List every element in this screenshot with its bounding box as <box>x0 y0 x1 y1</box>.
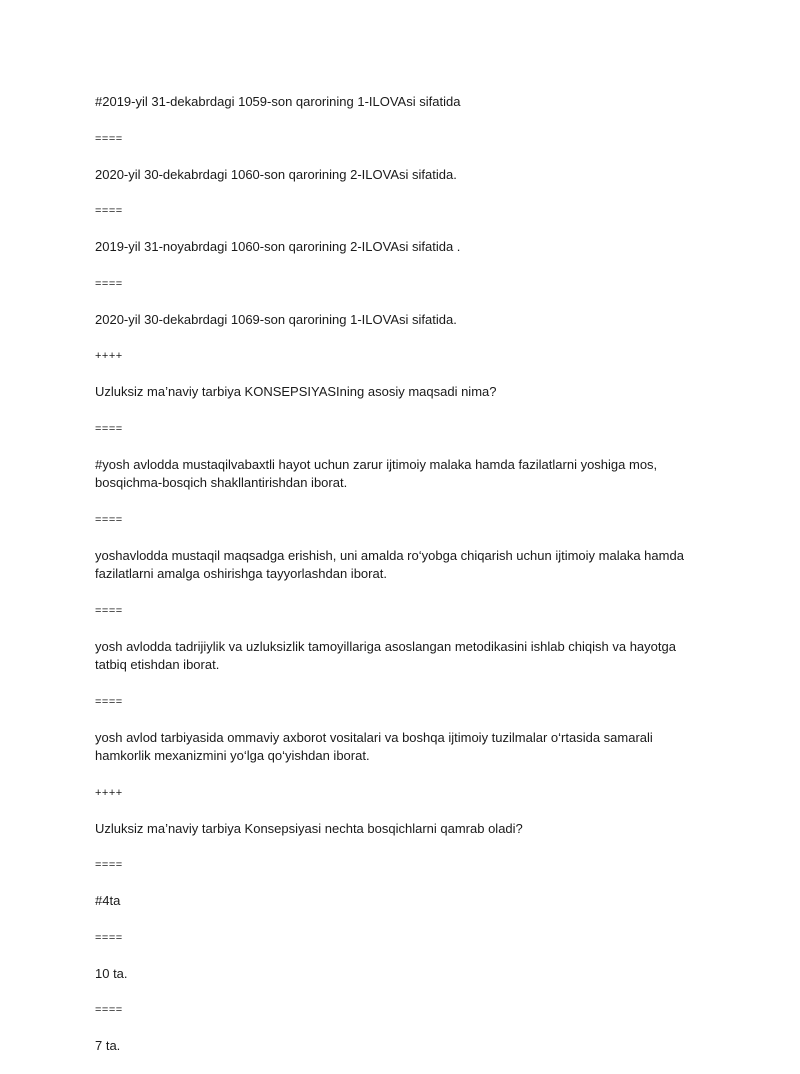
separator: ==== <box>95 859 123 871</box>
separator: ==== <box>95 931 123 944</box>
answer-option: 7 ta. <box>95 1038 121 1053</box>
separator: ==== <box>95 513 123 526</box>
question-text: Uzluksiz ma’naviy tarbiya KONSEPSIYASIning asosiy maqsadi nima? <box>95 384 497 399</box>
separator: ==== <box>95 604 123 617</box>
separator: ==== <box>95 422 123 435</box>
separator: ==== <box>95 695 123 708</box>
answer-option: yosh avlodda tadrijiylik va uzluksizlik tamoyillariga asoslangan metodikasini ishlab chiqish va hayotga tatbiq etishdan iborat. <box>95 638 676 672</box>
question-separator: ++++ <box>95 350 123 362</box>
document-body <box>95 93 705 1074</box>
separator: ==== <box>95 1004 123 1016</box>
answer-option: yosh avlod tarbiyasida ommaviy axborot vositalari va boshqa ijtimoiy tuzilmalar o‘rtasida samarali hamkorlik mexanizmini yo‘lga qo‘yishdan iborat. <box>95 729 653 763</box>
answer-option: 2020-yil 30-dekabrdagi 1069-son qarorining 1-ILOVAsi sifatida. <box>95 311 457 327</box>
separator: ==== <box>95 132 123 145</box>
separator: ==== <box>95 277 123 290</box>
answer-option: 2020-yil 30-dekabrdagi 1060-son qarorining 2-ILOVAsi sifatida. <box>95 166 457 182</box>
answer-option: #yosh avlodda mustaqilvabaxtli hayot uchun zarur ijtimoiy malaka hamda fazilatlarni yoshiga mos, bosqichma-bosqich shakllantirishdan iborat. <box>95 456 658 490</box>
answer-option: #2019-yil 31-dekabrdagi 1059-son qarorining 1-ILOVAsi sifatida <box>95 94 461 109</box>
answer-option: 2019-yil 31-noyabrdagi 1060-son qarorining 2-ILOVAsi sifatida . <box>95 239 461 254</box>
question-text: Uzluksiz ma’naviy tarbiya Konsepsiyasi nechta bosqichlarni qamrab oladi? <box>95 820 523 836</box>
answer-option: yoshavlodda mustaqil maqsadga erishish, uni amalda ro‘yobga chiqarish uchun ijtimoiy malaka hamda fazilatlarni amalga oshirishga tayyorlashdan iborat. <box>95 547 684 581</box>
question-separator: ++++ <box>95 786 123 799</box>
separator: ==== <box>95 205 123 217</box>
answer-option: 10 ta. <box>95 965 128 981</box>
answer-option: #4ta <box>95 893 121 908</box>
